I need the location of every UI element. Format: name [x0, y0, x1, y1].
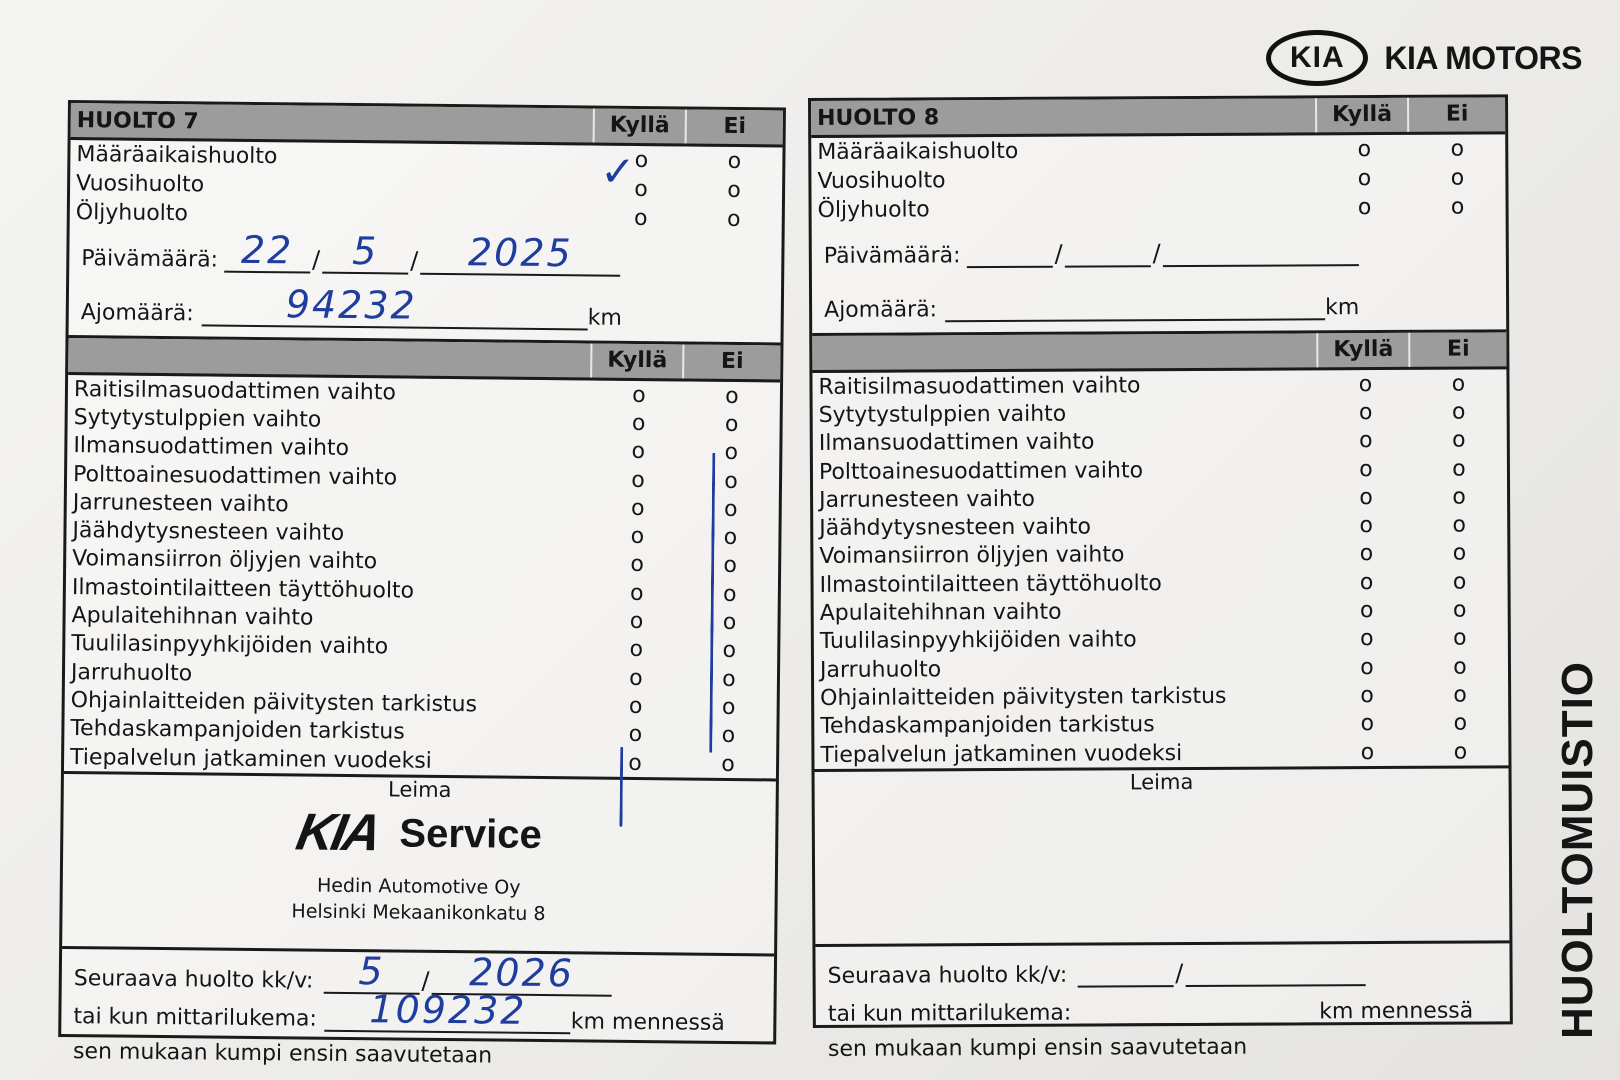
whichever-note: sen mukaan kumpi ensin saavutetaan [827, 1034, 1248, 1063]
mileage-label: Ajomäärä: [80, 300, 194, 327]
no-option[interactable]: o [724, 440, 739, 466]
next-month-field[interactable] [1077, 959, 1173, 988]
no-option[interactable]: o [722, 581, 737, 607]
next-service-field: Seuraava huolto kk/v: / [816, 957, 1510, 989]
or-mileage-label: tai kun mittarilukema: [827, 1000, 1072, 1028]
service-label: Polttoainesuodattimen vaihto [818, 457, 1144, 485]
service-label: Öljyhuolto [75, 200, 189, 227]
service-row [814, 652, 1508, 684]
service-label: Jarruhuolto [819, 656, 942, 683]
yes-option[interactable]: o [1360, 626, 1374, 652]
service-label: Voimansiirron öljyjen vaihto [72, 546, 378, 575]
service-row [812, 369, 1506, 401]
date-label: Päivämäärä: [823, 243, 961, 269]
no-option[interactable]: o [727, 148, 742, 175]
card-title: HUOLTO 7 [76, 107, 199, 134]
next-service-section [61, 946, 774, 1071]
yes-option[interactable]: o [633, 205, 648, 232]
no-option[interactable]: o [1450, 194, 1465, 220]
yes-option[interactable]: o [634, 176, 648, 203]
yes-option[interactable]: o [630, 580, 644, 606]
service-label: Jarrunesteen vaihto [72, 489, 289, 518]
service-label: Tehdaskampanjoiden tarkistus [70, 716, 405, 745]
yes-column-header: Kyllä [1316, 333, 1408, 367]
mileage-input[interactable]: 94232 [202, 298, 588, 330]
no-option[interactable]: o [726, 206, 741, 233]
yes-option[interactable]: o [628, 693, 643, 719]
mileage-field [69, 271, 782, 332]
yes-option[interactable]: o [631, 467, 645, 493]
kia-service-logo [63, 800, 776, 867]
brand-header [1266, 30, 1582, 86]
service-list [64, 375, 780, 779]
no-option[interactable]: o [721, 723, 736, 749]
kia-logo: KIA [291, 803, 383, 863]
yes-option[interactable]: o [1358, 371, 1373, 397]
yes-option[interactable]: o [634, 147, 649, 174]
dealer-address: Helsinki Mekaanikonkatu 8 [291, 900, 546, 926]
no-option[interactable]: o [1450, 136, 1465, 162]
detailed-service-section [812, 329, 1508, 769]
yes-column-header: Kyllä [593, 108, 685, 143]
stamp-area [815, 765, 1510, 944]
service-label: Apulaitehihnan vaihto [819, 599, 1062, 626]
stamp-area [62, 771, 776, 953]
no-option[interactable]: o [725, 383, 739, 409]
no-option[interactable]: o [721, 751, 735, 777]
service-card-8 [808, 94, 1513, 1063]
service-row [814, 709, 1508, 741]
stamp-label: Leima [387, 777, 452, 803]
yes-column-header: Kyllä [1315, 98, 1407, 132]
service-label: Ohjainlaitteiden päivitysten tarkistus [70, 687, 478, 718]
service-label: Polttoainesuodattimen vaihto [72, 461, 398, 490]
service-label: Tiepalvelun jatkaminen vuodeksi [69, 744, 432, 774]
mileage-label: Ajomäärä: [824, 297, 938, 323]
service-label: Tiepalvelun jatkaminen vuodeksi [820, 740, 1183, 768]
or-mileage-label: tai kun mittarilukema: [73, 1004, 317, 1032]
next-service-label: Seuraava huolto kk/v: [73, 966, 314, 994]
service-row [814, 737, 1508, 769]
no-option[interactable]: o [1450, 165, 1465, 191]
service-label: Ohjainlaitteiden päivitysten tarkistus [820, 683, 1227, 711]
km-unit: km [1325, 295, 1360, 321]
service-word: Service [399, 811, 543, 857]
yes-option[interactable]: o [1357, 137, 1372, 163]
service-label: Jarrunesteen vaihto [819, 486, 1036, 513]
service-row [813, 398, 1507, 430]
no-option[interactable]: o [723, 496, 738, 522]
yes-option[interactable]: o [1359, 598, 1374, 624]
yes-option[interactable]: o [1359, 428, 1373, 454]
no-option[interactable]: o [1452, 540, 1467, 567]
brand-name: KIA MOTORS [1384, 39, 1582, 76]
service-label: Ilmansuodattimen vaihto [818, 429, 1095, 457]
yes-option[interactable]: o [629, 637, 644, 663]
yes-option[interactable]: o [1359, 484, 1373, 510]
yes-option[interactable]: o [630, 495, 645, 521]
no-option[interactable]: o [1453, 682, 1467, 708]
dealer-name: Hedin Automotive Oy [316, 874, 521, 899]
card-title: HUOLTO 8 [817, 104, 940, 131]
no-option[interactable]: o [722, 666, 736, 692]
no-option[interactable]: o [723, 553, 738, 579]
month-field[interactable]: 5 [322, 246, 408, 275]
service-row [813, 483, 1507, 515]
yes-option[interactable]: o [631, 410, 646, 437]
yes-option[interactable]: o [1359, 513, 1374, 539]
service-label: Vuosihuolto [817, 168, 946, 194]
service-label: Raitisilmasuodattimen vaihto [818, 372, 1141, 400]
mileage-input[interactable] [945, 292, 1325, 322]
yes-column-header: Kyllä [590, 343, 682, 378]
service-row [813, 426, 1507, 458]
yes-option[interactable]: o [629, 608, 644, 635]
yes-option[interactable]: o [632, 382, 646, 408]
next-mileage-input[interactable] [1079, 996, 1319, 1025]
service-label: Ilmansuodattimen vaihto [73, 433, 350, 462]
no-option[interactable]: o [1452, 597, 1467, 623]
service-row [814, 624, 1508, 656]
no-column-header: Ei [685, 109, 783, 144]
yes-option[interactable]: o [628, 750, 642, 776]
no-option[interactable]: o [1453, 654, 1467, 680]
no-option[interactable]: o [1453, 625, 1467, 651]
service-row [813, 511, 1507, 543]
no-option[interactable]: o [1452, 456, 1466, 482]
next-mileage-field [816, 995, 1510, 1027]
kia-logo: KIA [1266, 30, 1368, 86]
checkmark-icon: ✓ [600, 146, 636, 196]
no-column-header: Ei [1408, 332, 1506, 367]
no-option[interactable]: o [724, 468, 738, 494]
yes-option[interactable]: o [1357, 195, 1372, 221]
section-header [812, 332, 1506, 373]
service-label: Raitisilmasuodattimen vaihto [73, 376, 397, 406]
service-label: Jarruhuolto [70, 659, 193, 686]
service-label: Määräaikaishuolto [76, 142, 278, 170]
next-mileage-input[interactable]: 109232 [325, 1004, 571, 1035]
service-row [814, 596, 1508, 628]
service-list [812, 369, 1508, 769]
no-option[interactable]: o [1451, 399, 1466, 425]
service-row [812, 192, 1506, 225]
service-label: Määräaikaishuolto [817, 138, 1019, 165]
service-label: Apulaitehihnan vaihto [71, 603, 314, 631]
service-label: Tuulilasinpyyhkijöiden vaihto [819, 627, 1137, 655]
no-option[interactable]: o [1451, 371, 1466, 397]
day-field[interactable] [966, 240, 1052, 268]
service-label: Öljyhuolto [817, 197, 930, 223]
service-row [811, 163, 1505, 196]
yes-option[interactable]: o [1359, 541, 1374, 567]
side-title: HUOLTOMUISTIO [1553, 660, 1602, 1040]
yes-option[interactable]: o [630, 524, 645, 550]
next-year-field[interactable]: 2026 [431, 967, 611, 997]
yes-option[interactable]: o [1359, 569, 1374, 595]
yes-option[interactable]: o [631, 439, 646, 465]
service-label: Tehdaskampanjoiden tarkistus [820, 712, 1155, 740]
yes-option[interactable]: o [1360, 739, 1375, 765]
yes-option[interactable]: o [628, 722, 643, 748]
no-option[interactable]: o [1452, 512, 1467, 538]
next-service-field: Seuraava huolto kk/v: 5 / 2026 [62, 963, 774, 998]
service-row [811, 134, 1505, 167]
date-field: Päivämäärä: / / [812, 221, 1506, 269]
service-row [813, 567, 1507, 599]
yes-option[interactable]: o [1359, 456, 1373, 482]
service-label: Ilmastointilaitteen täyttöhuolto [71, 574, 415, 604]
next-service-label: Seuraava huolto kk/v: [827, 962, 1068, 990]
next-service-section [815, 940, 1510, 1062]
km-passed-label: km mennessä [570, 1009, 725, 1037]
no-option[interactable]: o [1453, 710, 1468, 736]
no-option[interactable]: o [1452, 427, 1466, 453]
service-label: Voimansiirron öljyjen vaihto [819, 542, 1125, 570]
next-month-field[interactable]: 5 [323, 966, 419, 995]
service-row [813, 539, 1507, 571]
no-option[interactable]: o [722, 638, 737, 664]
service-card-7 [58, 100, 786, 1069]
detailed-service-section [64, 335, 781, 779]
no-option[interactable]: o [723, 525, 738, 551]
service-label: Ilmastointilaitteen täyttöhuolto [819, 570, 1162, 598]
year-field[interactable]: 2025 [420, 247, 620, 277]
service-label: Jäähdytysnesteen vaihto [819, 514, 1092, 542]
day-field[interactable]: 22 [224, 245, 310, 274]
service-row [814, 681, 1508, 713]
yes-option[interactable]: o [1358, 399, 1373, 426]
stamp-label: Leima [1129, 770, 1194, 795]
date-field: Päivämäärä: 22 / 5 / 2025 [69, 227, 781, 278]
mileage-field [812, 265, 1506, 323]
no-option[interactable]: o [1453, 739, 1468, 765]
no-option[interactable]: o [1452, 569, 1467, 595]
card-header [811, 97, 1505, 138]
service-row [813, 454, 1507, 486]
month-field[interactable] [1065, 239, 1151, 267]
date-label: Päivämäärä: [81, 246, 219, 273]
no-column-header: Ei [1407, 97, 1505, 132]
no-option[interactable]: o [1452, 484, 1466, 510]
yes-option[interactable]: o [629, 665, 643, 691]
next-year-field[interactable] [1185, 958, 1365, 987]
service-label: Tuulilasinpyyhkijöiden vaihto [71, 631, 389, 660]
service-label: Sytytystulppien vaihto [818, 401, 1067, 428]
no-option[interactable]: o [724, 411, 739, 437]
whichever-note: sen mukaan kumpi ensin saavutetaan [72, 1039, 493, 1069]
service-label: Vuosihuolto [75, 171, 205, 198]
yes-option[interactable]: o [1360, 711, 1375, 737]
next-mileage-field [61, 987, 773, 1037]
year-field[interactable] [1163, 238, 1359, 267]
no-option[interactable]: o [721, 694, 736, 720]
service-label: Sytytystulppien vaihto [73, 405, 322, 433]
yes-option[interactable]: o [630, 552, 645, 578]
no-option[interactable]: o [727, 177, 741, 204]
yes-option[interactable]: o [1357, 166, 1372, 192]
yes-option[interactable]: o [1360, 654, 1374, 680]
main-service-list [70, 140, 783, 234]
no-column-header: Ei [682, 344, 780, 379]
yes-option[interactable]: o [1360, 682, 1374, 709]
km-unit: km [587, 305, 623, 331]
km-passed-label: km mennessä [1319, 998, 1474, 1025]
service-label: Jäähdytysnesteen vaihto [72, 518, 345, 547]
no-option[interactable]: o [722, 609, 737, 636]
main-service-list [811, 134, 1505, 225]
